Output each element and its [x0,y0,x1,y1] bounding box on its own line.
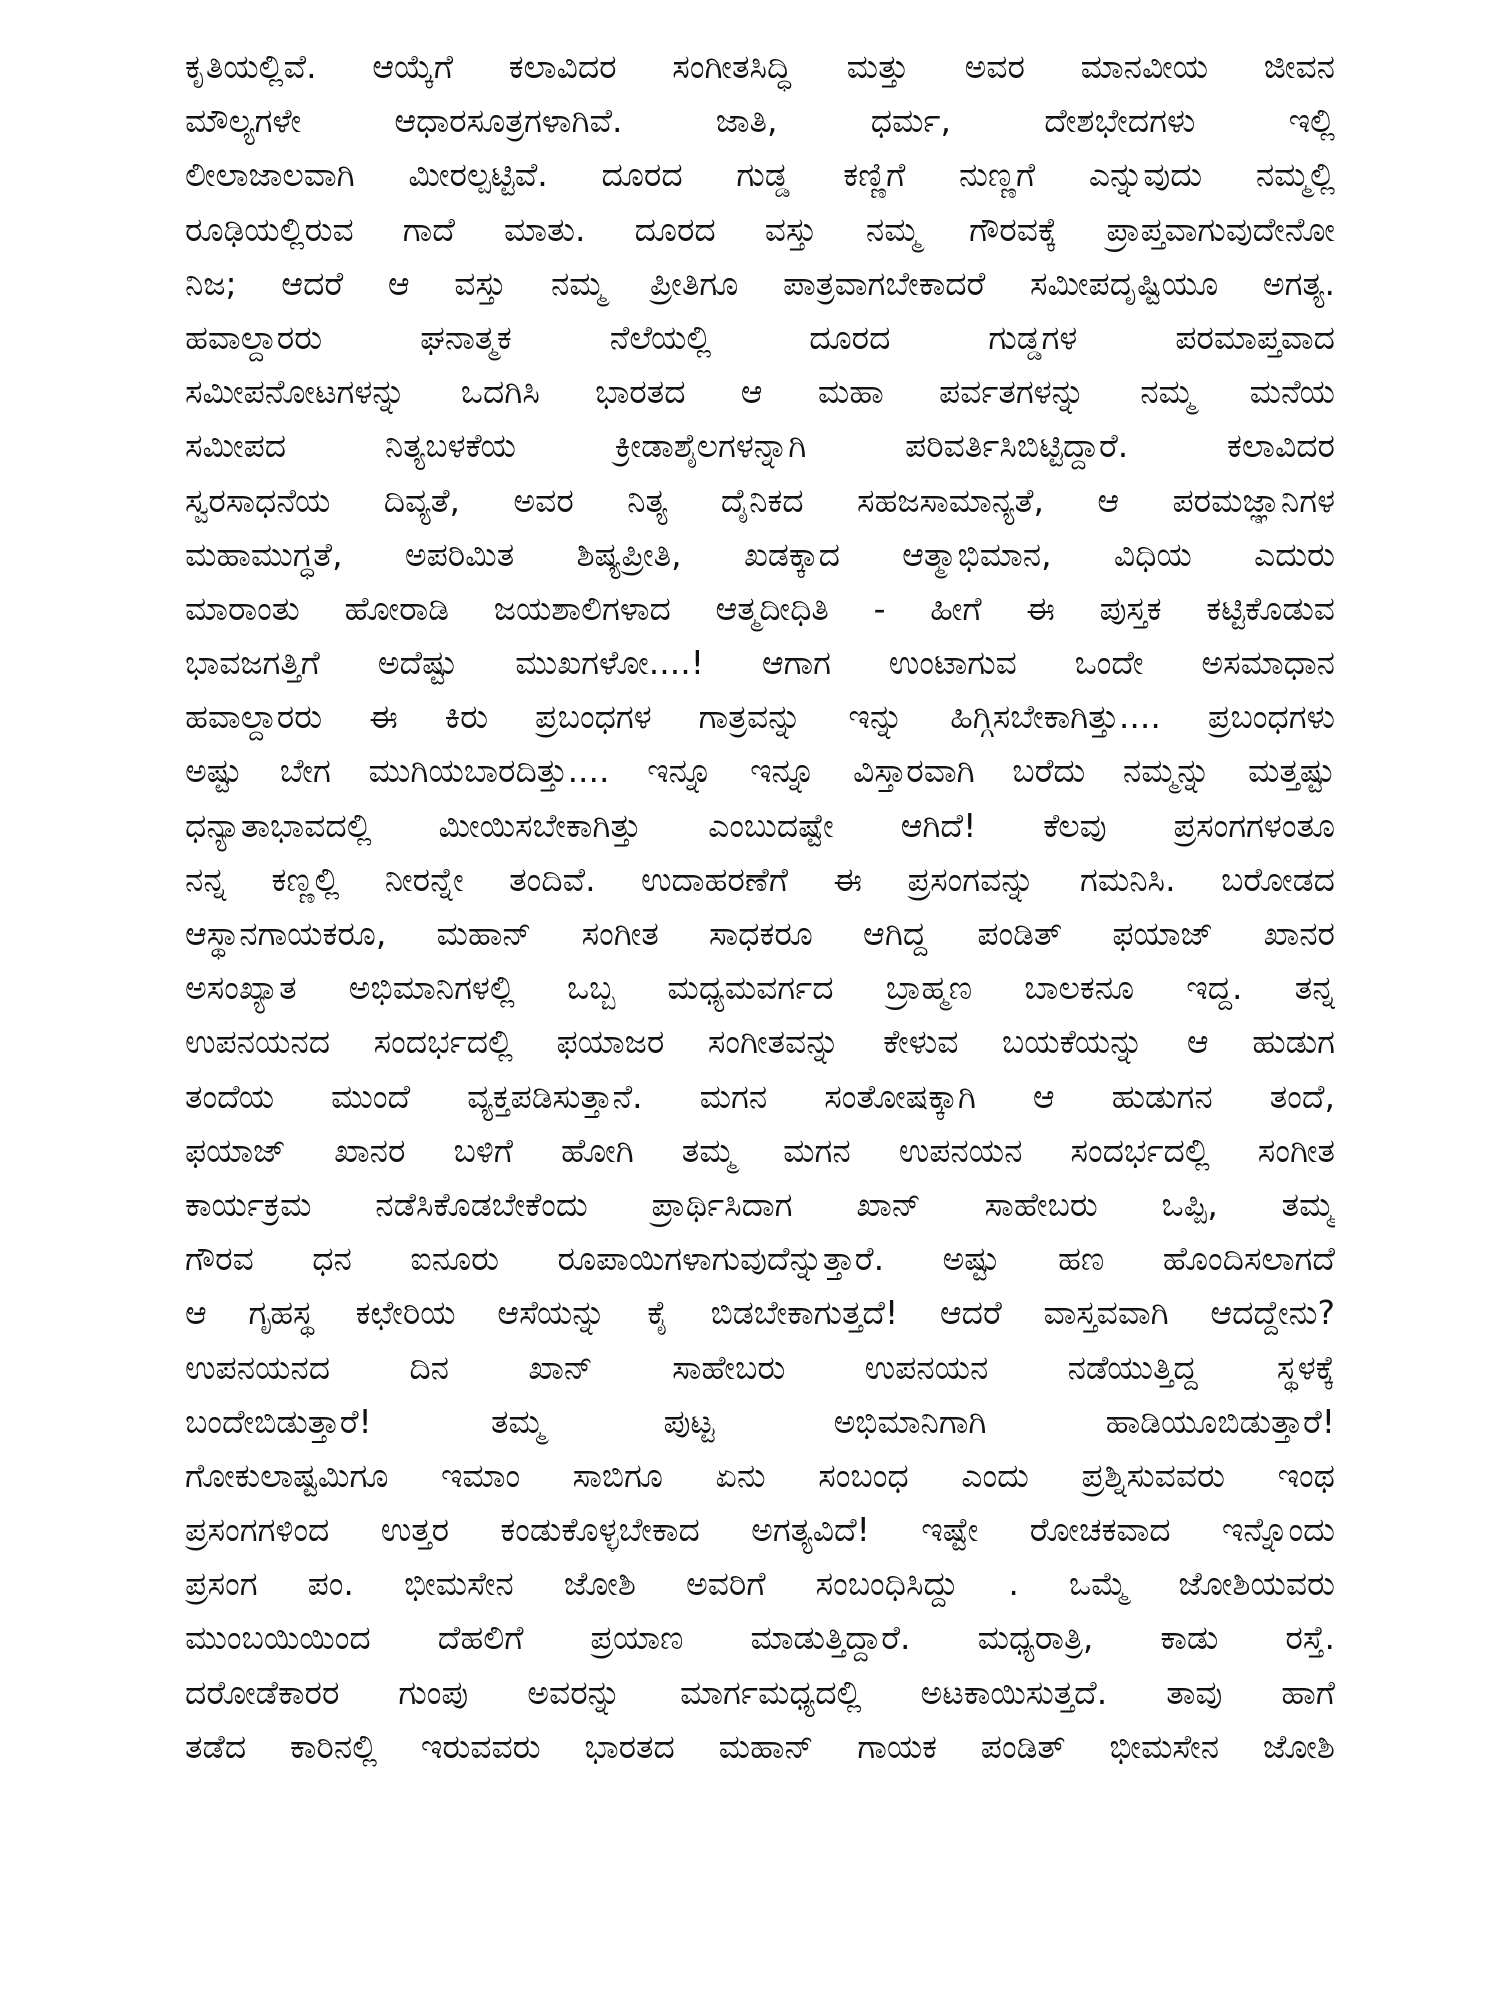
text-line: ಆಸ್ಥಾನಗಾಯಕರೂ, ಮಹಾನ್ ಸಂಗೀತ ಸಾಧಕರೂ ಆಗಿದ್ದ ಪಂಡಿತ್ ಫಯಾಜ್ ಖಾನರ [185,914,1335,953]
text-line: ಉಪನಯನದ ದಿನ ಖಾನ್ ಸಾಹೇಬರು ಉಪನಯನ ನಡೆಯುತ್ತಿದ್ದ ಸ್ಥಳಕ್ಕೆ [185,1347,1335,1387]
text-line: ಫಯಾಜ್ ಖಾನರ ಬಳಿಗೆ ಹೋಗಿ ತಮ್ಮ ಮಗನ ಉಪನಯನ ಸಂದರ್ಭದಲ್ಲಿ ಸಂಗೀತ [185,1130,1335,1170]
text-line: ಮೌಲ್ಯಗಳೇ ಆಧಾರಸೂತ್ರಗಳಾಗಿವೆ. ಜಾತಿ, ಧರ್ಮ, ದೇಶಭೇದಗಳು ಇಲ್ಲಿ [185,101,1335,141]
text-line: ಸಮೀಪನೋಟಗಳನ್ನು ಒದಗಿಸಿ ಭಾರತದ ಆ ಮಹಾ ಪರ್ವತಗಳನ್ನು ನಮ್ಮ ಮನೆಯ [185,372,1335,412]
text-line: ಗೋಕುಲಾಷ್ಟಮಿಗೂ ಇಮಾಂ ಸಾಬಿಗೂ ಏನು ಸಂಬಂಧ ಎಂದು ಪ್ರಶ್ನಿಸುವವರು ಇಂಥ [185,1455,1335,1495]
text-line: ಆ ಗೃಹಸ್ಥ ಕಛೇರಿಯ ಆಸೆಯನ್ನು ಕೈ ಬಿಡಬೇಕಾಗುತ್ತದೆ! ಆದರೆ ವಾಸ್ತವವಾಗಿ ಆದದ್ದೇನು? [185,1293,1335,1333]
text-line: ಮಹಾಮುಗ್ಧತೆ, ಅಪರಿಮಿತ ಶಿಷ್ಯಪ್ರೀತಿ, ಖಡಕ್ಕಾದ ಆತ್ಮಾಭಿಮಾನ, ವಿಧಿಯ ಎದುರು [185,534,1335,574]
text-line: ಅಸಂಖ್ಯಾತ ಅಭಿಮಾನಿಗಳಲ್ಲಿ ಒಬ್ಬ ಮಧ್ಯಮವರ್ಗದ ಬ್ರಾಹ್ಮಣ ಬಾಲಕನೂ ಇದ್ದ. ತನ್ನ [185,968,1335,1008]
text-line: ರೂಢಿಯಲ್ಲಿರುವ ಗಾದೆ ಮಾತು. ದೂರದ ವಸ್ತು ನಮ್ಮ ಗೌರವಕ್ಕೆ ಪ್ರಾಪ್ತವಾಗುವುದೇನೋ [185,209,1335,249]
text-line: ಧನ್ಯಾತಾಭಾವದಲ್ಲಿ ಮೀಯಿಸಬೇಕಾಗಿತ್ತು ಎಂಬುದಷ್ಟೇ ಆಗಿದೆ! ಕೆಲವು ಪ್ರಸಂಗಗಳಂತೂ [185,805,1335,845]
text-line: ಮುಂಬಯಿಯಿಂದ ದೆಹಲಿಗೆ ಪ್ರಯಾಣ ಮಾಡುತ್ತಿದ್ದಾರೆ. ಮಧ್ಯರಾತ್ರಿ, ಕಾಡು ರಸ್ತೆ. [185,1618,1335,1658]
text-line: ನಿಜ; ಆದರೆ ಆ ವಸ್ತು ನಮ್ಮ ಪ್ರೀತಿಗೂ ಪಾತ್ರವಾಗಬೇಕಾದರೆ ಸಮೀಪದೃಷ್ಟಿಯೂ ಅಗತ್ಯ. [185,263,1335,303]
text-line: ಕೃತಿಯಲ್ಲಿವೆ. ಆಯ್ಕೆಗೆ ಕಲಾವಿದರ ಸಂಗೀತಸಿದ್ಧಿ ಮತ್ತು ಅವರ ಮಾನವೀಯ ಜೀವನ [185,47,1335,86]
text-line: ಪ್ರಸಂಗ ಪಂ. ಭೀಮಸೇನ ಜೋಶಿ ಅವರಿಗೆ ಸಂಬಂಧಿಸಿದ್ದು . ಒಮ್ಮೆ ಜೋಶಿಯವರು [185,1564,1335,1604]
body-text [185,40,1335,1937]
text-line: ಬಂದೇಬಿಡುತ್ತಾರೆ! ತಮ್ಮ ಪುಟ್ಟ ಅಭಿಮಾನಿಗಾಗಿ ಹಾಡಿಯೂಬಿಡುತ್ತಾರೆ! [185,1401,1335,1441]
text-line: ಹವಾಲ್ದಾರರು ಈ ಕಿರು ಪ್ರಬಂಧಗಳ ಗಾತ್ರವನ್ನು ಇನ್ನು ಹಿಗ್ಗಿಸಬೇಕಾಗಿತ್ತು.... ಪ್ರಬಂಧಗಳು [185,697,1335,737]
text-line: ಸಮೀಪದ ನಿತ್ಯಬಳಕೆಯ ಕ್ರೀಡಾಶೈಲಗಳನ್ನಾಗಿ ಪರಿವರ್ತಿಸಿಬಿಟ್ಟಿದ್ದಾರೆ. ಕಲಾವಿದರ [185,426,1335,466]
text-line: ಅಷ್ಟು ಬೇಗ ಮುಗಿಯಬಾರದಿತ್ತು.... ಇನ್ನೂ ಇನ್ನೂ ವಿಸ್ತಾರವಾಗಿ ಬರೆದು ನಮ್ಮನ್ನು ಮತ್ತಷ್ಟು [185,751,1335,791]
text-line: ಗೌರವ ಧನ ಐನೂರು ರೂಪಾಯಿಗಳಾಗುವುದೆನ್ನುತ್ತಾರೆ. ಅಷ್ಟು ಹಣ ಹೊಂದಿಸಲಾಗದೆ [185,1239,1335,1279]
text-line: ಪ್ರಸಂಗಗಳಿಂದ ಉತ್ತರ ಕಂಡುಕೊಳ್ಳಬೇಕಾದ ಅಗತ್ಯವಿದೆ! ಇಷ್ಟೇ ರೋಚಕವಾದ ಇನ್ನೊಂದು [185,1510,1335,1550]
text-line: ಲೀಲಾಜಾಲವಾಗಿ ಮೀರಲ್ಪಟ್ಟಿವೆ. ದೂರದ ಗುಡ್ಡ ಕಣ್ಣಿಗೆ ನುಣ್ಣಗೆ ಎನ್ನುವುದು ನಮ್ಮಲ್ಲಿ [185,155,1335,195]
text-line [185,1828,1335,1882]
text-line [185,1882,1335,1936]
text-line: ಉಪನಯನದ ಸಂದರ್ಭದಲ್ಲಿ ಫಯಾಜರ ಸಂಗೀತವನ್ನು ಕೇಳುವ ಬಯಕೆಯನ್ನು ಆ ಹುಡುಗ [185,1022,1335,1062]
text-line [185,1774,1335,1828]
text-line: ಹವಾಲ್ದಾರರು ಘನಾತ್ಮಕ ನೆಲೆಯಲ್ಲಿ ದೂರದ ಗುಡ್ಡಗಳ ಪರಮಾಪ್ತವಾದ [185,317,1335,357]
text-line: ಕಾರ್ಯಕ್ರಮ ನಡೆಸಿಕೊಡಬೇಕೆಂದು ಪ್ರಾರ್ಥಿಸಿದಾಗ ಖಾನ್ ಸಾಹೇಬರು ಒಪ್ಪಿ, ತಮ್ಮ [185,1184,1335,1224]
text-line: ತಡೆದ ಕಾರಿನಲ್ಲಿ ಇರುವವರು ಭಾರತದ ಮಹಾನ್ ಗಾಯಕ ಪಂಡಿತ್ ಭೀಮಸೇನ ಜೋಶಿ [185,1726,1335,1766]
text-line: ಮಾರಾಂತು ಹೋರಾಡಿ ಜಯಶಾಲಿಗಳಾದ ಆತ್ಮದೀಧಿತಿ - ಹೀಗೆ ಈ ಪುಸ್ತಕ ಕಟ್ಟಿಕೊಡುವ [185,588,1335,628]
text-line: ನನ್ನ ಕಣ್ಣಲ್ಲಿ ನೀರನ್ನೇ ತಂದಿವೆ. ಉದಾಹರಣೆಗೆ ಈ ಪ್ರಸಂಗವನ್ನು ಗಮನಿಸಿ. ಬರೋಡದ [185,859,1335,899]
text-line: ಭಾವಜಗತ್ತಿಗೆ ಅದೆಷ್ಟು ಮುಖಗಳೋ....! ಆಗಾಗ ಉಂಟಾಗುವ ಒಂದೇ ಅಸಮಾಧಾನ [185,643,1335,683]
text-line: ತಂದೆಯ ಮುಂದೆ ವ್ಯಕ್ತಪಡಿಸುತ್ತಾನೆ. ಮಗನ ಸಂತೋಷಕ್ಕಾಗಿ ಆ ಹುಡುಗನ ತಂದೆ, [185,1076,1335,1116]
text-line: ದರೋಡೆಕಾರರ ಗುಂಪು ಅವರನ್ನು ಮಾರ್ಗಮಧ್ಯದಲ್ಲಿ ಅಟಕಾಯಿಸುತ್ತದೆ. ತಾವು ಹಾಗೆ [185,1672,1335,1712]
text-line: ಸ್ವರಸಾಧನೆಯ ದಿವ್ಯತೆ, ಅವರ ನಿತ್ಯ ದೈನಿಕದ ಸಹಜಸಾಮಾನ್ಯತೆ, ಆ ಪರಮಜ್ಞಾನಿಗಳ [185,480,1335,520]
